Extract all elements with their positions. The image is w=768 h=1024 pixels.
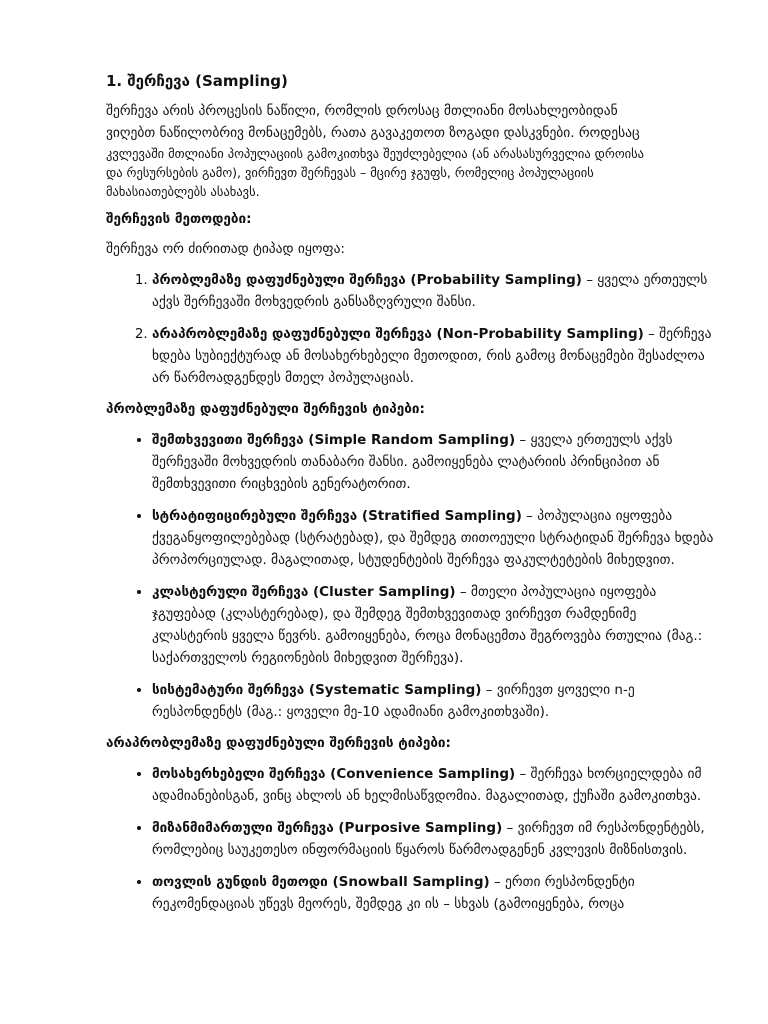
intro-line: და რესურსების გამო), ვირჩევთ შერჩევას – მცირე ჯგუფს, რომელიც პოპულაციის	[106, 165, 594, 180]
list-item	[152, 817, 716, 861]
list-item	[152, 323, 716, 389]
probability-types-list	[106, 429, 716, 723]
section-title: 1. შერჩევა (Sampling)	[106, 72, 288, 90]
item-title: შემთხვევითი შერჩევა (Simple Random Sampling)	[152, 432, 516, 448]
methods-list	[106, 269, 716, 389]
list-item	[152, 679, 716, 723]
item-title: თოვლის გუნდის მეთოდი (Snowball Sampling)	[152, 874, 490, 890]
item-title: პრობლემაზე დაფუძნებული შერჩევა (Probability Sampling)	[152, 272, 582, 288]
item-desc: – ერთი რესპონდენტი რეკომენდაციას უწევს მეორეს, შემდეგ კი ის – სხვას (გამოიყენება, როცა	[152, 874, 635, 912]
item-title: სტრატიფიცირებული შერჩევა (Stratified Sampling)	[152, 508, 522, 524]
item-title: მიზანმიმართული შერჩევა (Purposive Sampling)	[152, 820, 503, 836]
item-title: მოსახერხებელი შერჩევა (Convenience Sampling)	[152, 766, 516, 782]
nonprobability-types-heading: არაპრობლემაზე დაფუძნებული შერჩევის ტიპები:	[106, 735, 451, 751]
list-item	[152, 763, 716, 807]
document-page	[106, 70, 716, 925]
list-item	[152, 581, 716, 669]
item-desc: – მთელი პოპულაცია იყოფება ჯგუფებად (კლასტერებად), და შემდეგ შემთხვევითად ვირჩევთ რამდენიმე კლასტერის ყველა წევრს. გამოიყენება, როცა მონაცემთა შეგროვება რთულია (მაგ.: საქართველოს რეგიონების მიხედვით შერჩევა).	[152, 584, 703, 666]
list-item	[152, 429, 716, 495]
item-title: არაპრობლემაზე დაფუძნებული შერჩევა (Non-Probability Sampling)	[152, 326, 644, 342]
methods-lead: შერჩევა ორ ძირითად ტიპად იყოფა:	[106, 241, 345, 257]
list-item	[152, 871, 716, 915]
item-desc: – შერჩევა ხორციელდება იმ ადამიანებისგან, ვინც ახლოს ან ხელმისაწვდომია. მაგალითად, ქუჩაში გამოკითხვა.	[152, 766, 702, 804]
item-desc: – ყველა ერთეულს აქვს შერჩევაში მოხვედრის თანაბარი შანსი. გამოიყენება ლატარიის პრინციპით ან შემთხვევითი რიცხვების გენერატორით.	[152, 432, 673, 492]
intro-line: კვლევაში მთლიანი პოპულაციის გამოკითხვა შეუძლებელია (ან არასასურველია დროისა	[106, 146, 645, 161]
intro-line: შერჩევა არის პროცესის ნაწილი, რომლის დროსაც მთლიანი მოსახლეობიდან	[106, 103, 618, 119]
item-desc: – ყველა ერთეულს აქვს შერჩევაში მოხვედრის განსაზღვრული შანსი.	[152, 272, 708, 310]
item-title: კლასტერული შერჩევა (Cluster Sampling)	[152, 584, 456, 600]
list-item	[152, 505, 716, 571]
intro-line: მახასიათებლებს ასახავს.	[106, 184, 260, 199]
item-desc: – ვირჩევთ იმ რესპონდენტებს, რომლებიც საუკეთესო ინფორმაციის წყაროს წარმოადგენენ კვლევის მიზნისთვის.	[152, 820, 705, 858]
intro-paragraph	[106, 100, 716, 201]
probability-types-heading: პრობლემაზე დაფუძნებული შერჩევის ტიპები:	[106, 401, 425, 417]
nonprobability-types-list	[106, 763, 716, 915]
item-desc: – შერჩევა ხდება სუბიექტურად ან მოსახერხებელი მეთოდით, რის გამოც მონაცემები შესაძლოა არ წარმოადგენდეს მთელ პოპულაციას.	[152, 326, 712, 386]
item-desc: – პოპულაცია იყოფება ქვეგანყოფილებებად (სტრატებად), და შემდეგ თითოეული სტრატიდან შერჩევა ხდება პროპორციულად. მაგალითად, სტუდენტების შერჩევა ფაკულტეტების მიხედვით.	[152, 508, 714, 568]
item-desc: – ვირჩევთ ყოველი n-ე რესპონდენტს (მაგ.: ყოველი მე-10 ადამიანი გამოკითხვაში).	[152, 682, 635, 720]
intro-line: ვიღებთ ნაწილობრივ მონაცემებს, რათა გავაკეთოთ ზოგადი დასკვნები. როდესაც	[106, 125, 640, 141]
methods-heading: შერჩევის მეთოდები:	[106, 211, 252, 227]
list-item	[152, 269, 716, 313]
item-title: სისტემატური შერჩევა (Systematic Sampling)	[152, 682, 482, 698]
